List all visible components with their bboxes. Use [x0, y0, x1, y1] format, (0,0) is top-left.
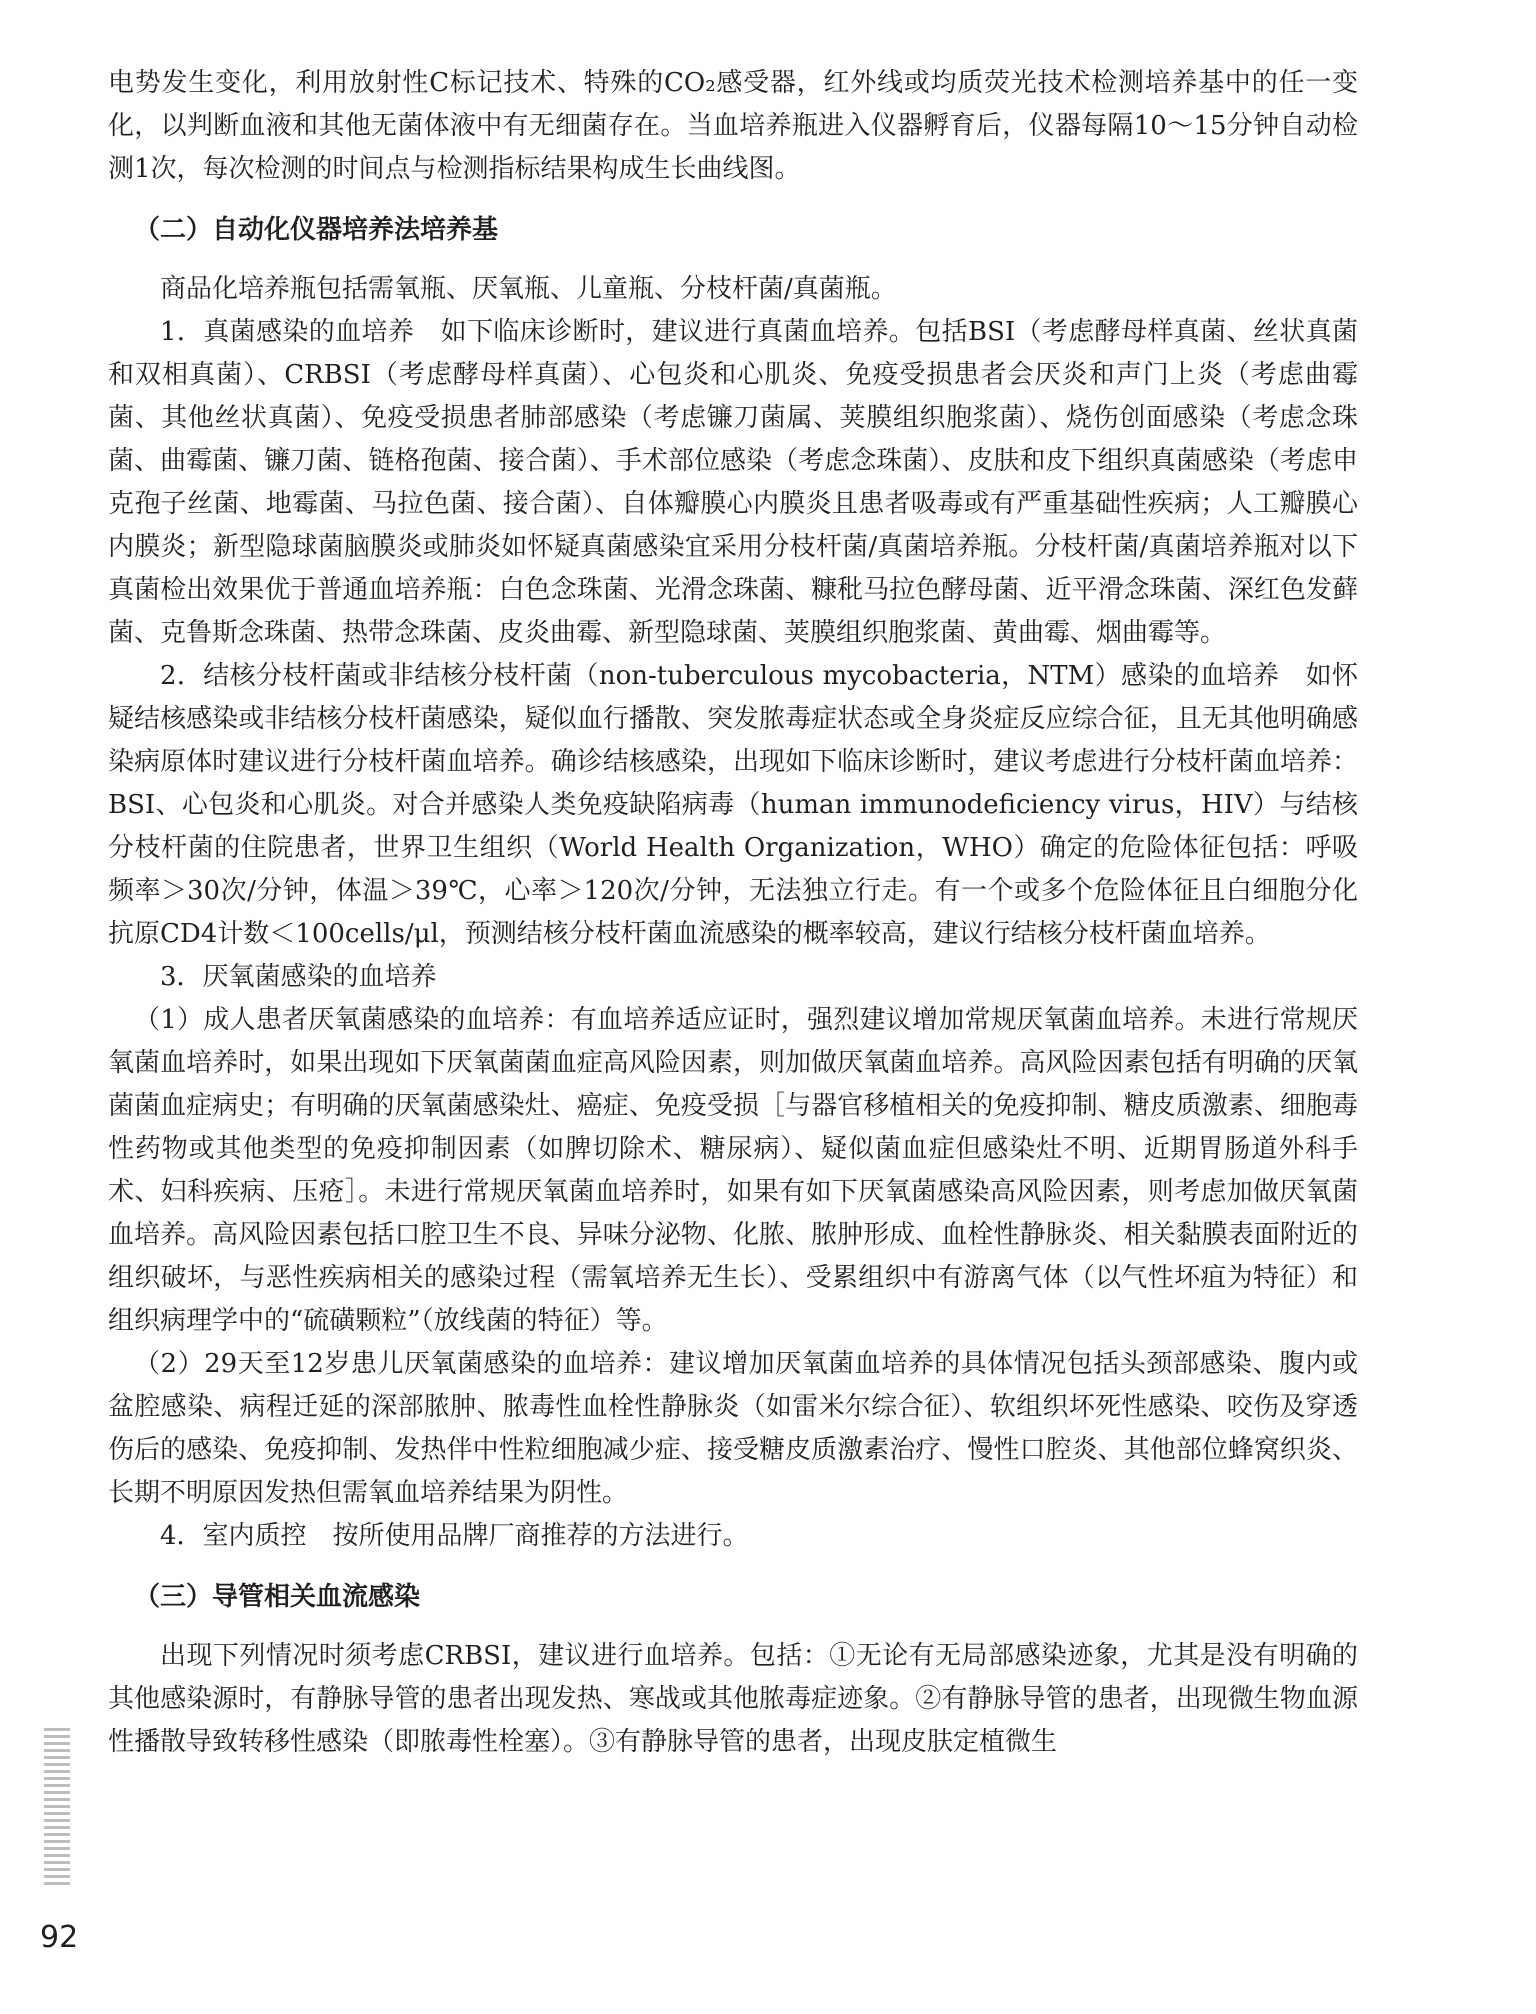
paragraph-intro: 电势发生变化，利用放射性C标记技术、特殊的CO₂感受器，红外线或均质荧光技术检测培养基中的任一变化，以判断血液和其他无菌体液中有无细菌存在。当血培养瓶进入仪器孵育后，仪器每隔10～15分钟自动检测1次，每次检测的时间点与检测指标结果构成生长曲线图。	[108, 68, 1358, 184]
paragraph-mycobacteria: 2．结核分枝杆菌或非结核分枝杆菌（non-tuberculous mycobacteria，NTM）感染的血培养 如怀疑结核感染或非结核分枝杆菌感染，疑似血行播散、突发脓毒症状态或全身炎症反应综合征，且无其他明确感染病原体时建议进行分枝杆菌血培养。确诊结核感染，出现如下临床诊断时，建议考虑进行分枝杆菌血培养：BSI、心包炎和心肌炎。对合并感染人类免疫缺陷病毒（human immunodeficiency virus，HIV）与结核分枝杆菌的住院患者，世界卫生组织（World Health Organization，WHO）确定的危险体征包括：呼吸频率＞30次/分钟，体温＞39℃，心率＞120次/分钟，无法独立行走。有一个或多个危险体征且白细胞分化抗原CD4计数＜100cells/μl，预测结核分枝杆菌血流感染的概率较高，建议行结核分枝杆菌血培养。	[108, 661, 1358, 949]
paragraph-anaerobe-child: （2）29天至12岁患儿厌氧菌感染的血培养：建议增加厌氧菌血培养的具体情况包括头颈部感染、腹内或盆腔感染、病程迁延的深部脓肿、脓毒性血栓性静脉炎（如雷米尔综合征）、软组织坏死性感染、咬伤及穿透伤后的感染、免疫抑制、发热伴中性粒细胞减少症、接受糖皮质激素治疗、慢性口腔炎、其他部位蜂窝织炎、长期不明原因发热但需氧血培养结果为阴性。	[108, 1349, 1358, 1508]
paragraph-crbsi: 出现下列情况时须考虑CRBSI，建议进行血培养。包括：①无论有无局部感染迹象，尤其是没有明确的其他感染源时，有静脉导管的患者出现发热、寒战或其他脓毒症迹象。②有静脉导管的患者，出现微生物血源性播散导致转移性感染（即脓毒性栓塞）。③有静脉导管的患者，出现皮肤定植微生	[108, 1641, 1358, 1757]
section-heading-2: （二）自动化仪器培养法培养基	[134, 215, 499, 245]
paragraph-anaerobe-title: 3．厌氧菌感染的血培养	[160, 962, 437, 992]
body-text	[108, 62, 1358, 1764]
paragraph-fungal: 1．真菌感染的血培养 如下临床诊断时，建议进行真菌血培养。包括BSI（考虑酵母样真菌、丝状真菌和双相真菌）、CRBSI（考虑酵母样真菌）、心包炎和心肌炎、免疫受损患者会厌炎和声门上炎（考虑曲霉菌、其他丝状真菌）、免疫受损患者肺部感染（考虑镰刀菌属、荚膜组织胞浆菌）、烧伤创面感染（考虑念珠菌、曲霉菌、镰刀菌、链格孢菌、接合菌）、手术部位感染（考虑念珠菌）、皮肤和皮下组织真菌感染（考虑申克孢子丝菌、地霉菌、马拉色菌、接合菌）、自体瓣膜心内膜炎且患者吸毒或有严重基础性疾病；人工瓣膜心内膜炎；新型隐球菌脑膜炎或肺炎如怀疑真菌感染宜采用分枝杆菌/真菌培养瓶。分枝杆菌/真菌培养瓶对以下真菌检出效果优于普通血培养瓶：白色念珠菌、光滑念珠菌、糠秕马拉色酵母菌、近平滑念珠菌、深红色发藓菌、克鲁斯念珠菌、热带念珠菌、皮炎曲霉、新型隐球菌、荚膜组织胞浆菌、黄曲霉、烟曲霉等。	[108, 317, 1358, 648]
section-heading-3: （三）导管相关血流感染	[134, 1582, 421, 1612]
page-number: 92	[40, 1920, 79, 1955]
paragraph-anaerobe-adult: （1）成人患者厌氧菌感染的血培养：有血培养适应证时，强烈建议增加常规厌氧菌血培养。未进行常规厌氧菌血培养时，如果出现如下厌氧菌菌血症高风险因素，则加做厌氧菌血培养。高风险因素包括有明确的厌氧菌菌血症病史；有明确的厌氧菌感染灶、癌症、免疫受损［与器官移植相关的免疫抑制、糖皮质激素、细胞毒性药物或其他类型的免疫抑制因素（如脾切除术、糖尿病）、疑似菌血症但感染灶不明、近期胃肠道外科手术、妇科疾病、压疮］。未进行常规厌氧菌血培养时，如果有如下厌氧菌感染高风险因素，则考虑加做厌氧菌血培养。高风险因素包括口腔卫生不良、异味分泌物、化脓、脓肿形成、血栓性静脉炎、相关黏膜表面附近的组织破坏，与恶性疾病相关的感染过程（需氧培养无生长）、受累组织中有游离气体（以气性坏疽为特征）和组织病理学中的“硫磺颗粒”（放线菌的特征）等。	[108, 1005, 1358, 1336]
margin-stripe-decoration	[44, 1728, 70, 1888]
paragraph-culture-bottles: 商品化培养瓶包括需氧瓶、厌氧瓶、儿童瓶、分枝杆菌/真菌瓶。	[160, 274, 897, 304]
paragraph-quality-control: 4．室内质控 按所使用品牌厂商推荐的方法进行。	[160, 1521, 749, 1551]
